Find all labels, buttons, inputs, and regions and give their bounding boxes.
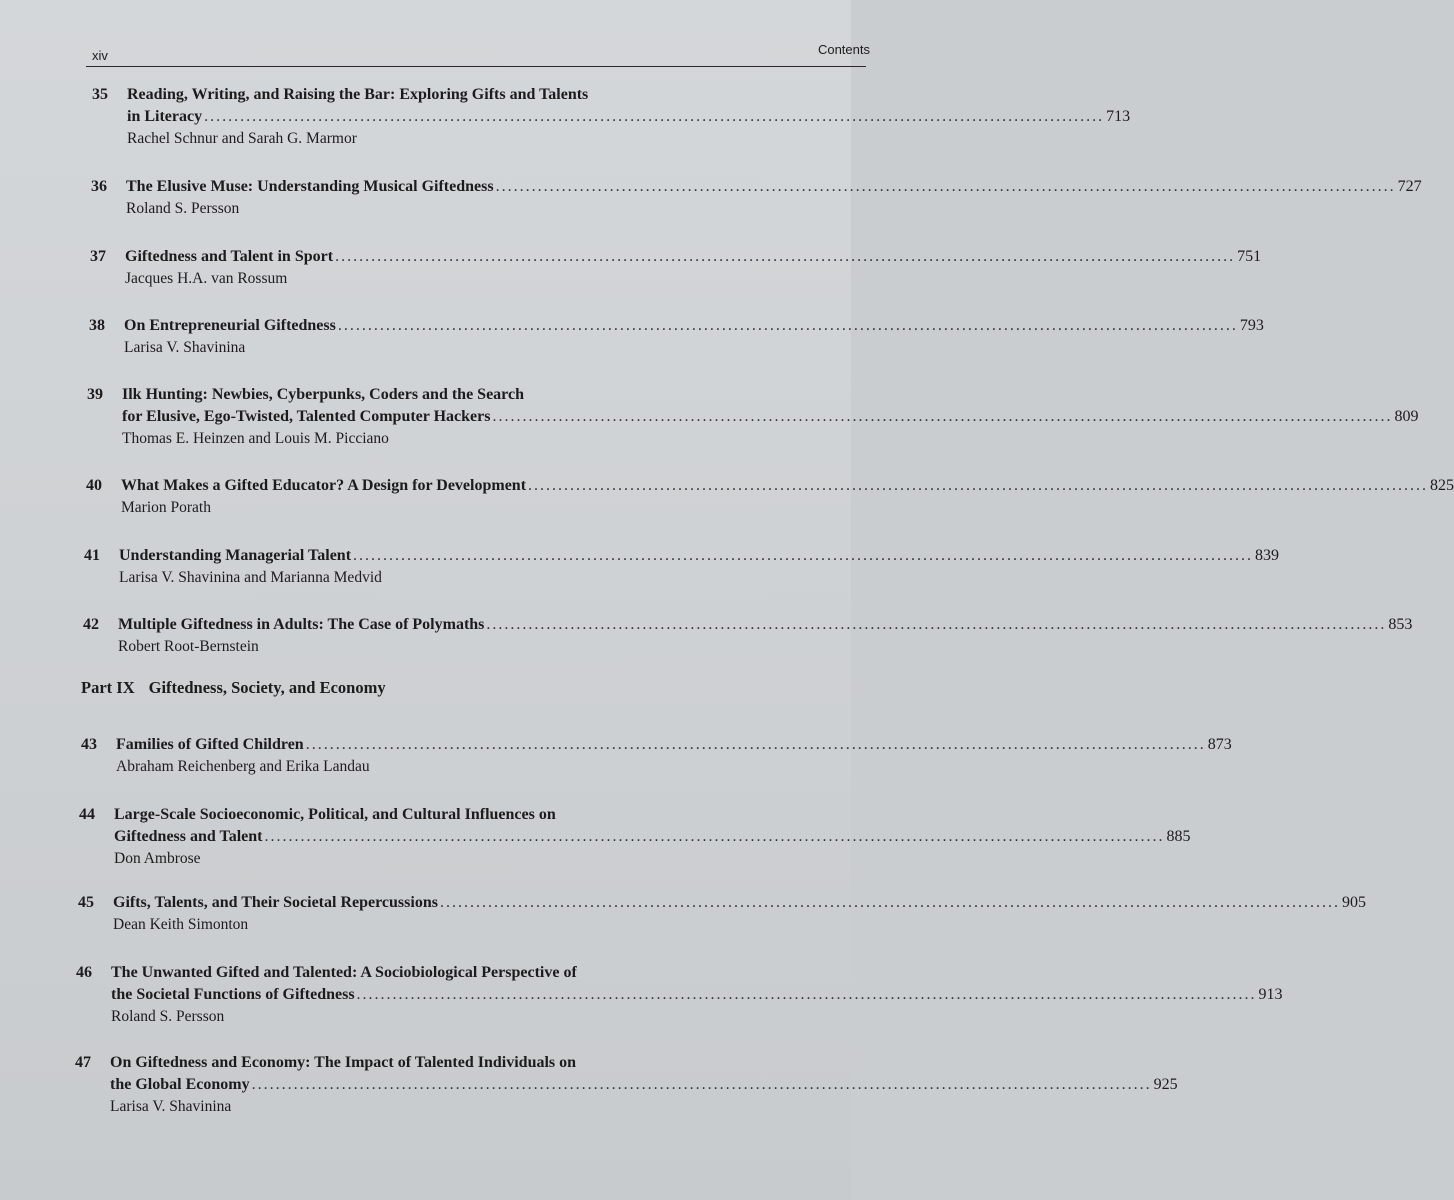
chapter-authors: Don Ambrose: [114, 850, 201, 867]
chapter-title: Understanding Managerial Talent: [119, 547, 352, 564]
dot-leader: [353, 545, 1253, 567]
page-number: 793: [1239, 317, 1264, 334]
chapter-authors: Larisa V. Shavinina: [124, 339, 246, 356]
chapter-authors: Dean Keith Simonton: [113, 916, 249, 933]
part-title: Giftedness, Society, and Economy: [148, 678, 386, 697]
chapter-number: 35: [92, 86, 108, 103]
chapter-title: Large-Scale Socioeconomic, Political, and Cultural Influences on: [114, 806, 556, 823]
chapter-number: 36: [91, 178, 107, 195]
page-number: 925: [1153, 1076, 1178, 1093]
chapter-title: Reading, Writing, and Raising the Bar: Exploring Gifts and Talents: [127, 86, 589, 103]
chapter-number: 43: [81, 736, 97, 753]
dot-leader: [335, 246, 1235, 268]
chapter-title: Gifts, Talents, and Their Societal Repercussions: [113, 894, 438, 911]
chapter-number: 41: [84, 547, 100, 564]
page-number: 905: [1341, 894, 1366, 911]
chapter-authors: Jacques H.A. van Rossum: [125, 270, 288, 287]
chapter-authors: Abraham Reichenberg and Erika Landau: [116, 758, 370, 775]
chapter-authors: Robert Root-Bernstein: [118, 638, 259, 655]
chapter-number: 47: [75, 1054, 91, 1071]
page-number: 885: [1166, 828, 1191, 845]
dot-leader: [338, 315, 1238, 337]
page-number: 825: [1430, 477, 1454, 494]
running-header: [86, 42, 870, 67]
dot-leader: [264, 826, 1164, 848]
part-label: Part IX: [81, 678, 135, 697]
chapter-title: The Unwanted Gifted and Talented: A Sociobiological Perspective of: [111, 964, 577, 981]
chapter-number: 44: [79, 806, 95, 823]
dot-leader: [357, 984, 1257, 1006]
chapter-title: Ilk Hunting: Newbies, Cyberpunks, Coders and the Search: [122, 386, 524, 403]
dot-leader: [252, 1074, 1152, 1096]
chapter-title: What Makes a Gifted Educator? A Design for Development: [121, 477, 527, 494]
header-page-number: xiv: [92, 48, 108, 63]
chapter-number: 37: [90, 248, 106, 265]
dot-leader: [486, 614, 1386, 636]
chapter-number: 46: [76, 964, 92, 981]
chapter-number: 38: [89, 317, 105, 334]
chapter-number: 40: [86, 477, 102, 494]
dot-leader: [306, 734, 1206, 756]
dot-leader: [496, 176, 1396, 198]
chapter-authors: Larisa V. Shavinina: [110, 1098, 232, 1115]
chapter-authors: Thomas E. Heinzen and Louis M. Picciano: [122, 430, 389, 447]
chapter-title: Giftedness and Talent in Sport: [125, 248, 334, 265]
chapter-authors: Larisa V. Shavinina and Marianna Medvid: [119, 569, 382, 586]
page-number: 727: [1397, 178, 1422, 195]
chapter-number: 39: [87, 386, 103, 403]
dot-leader: [440, 892, 1340, 914]
chapter-title-cont: for Elusive, Ego-Twisted, Talented Computer Hackers: [122, 408, 491, 425]
page-number: 913: [1258, 986, 1283, 1003]
dot-leader: [528, 475, 1428, 497]
chapter-title-cont: the Societal Functions of Giftedness: [111, 986, 355, 1003]
part-heading: [81, 678, 386, 698]
dot-leader: [204, 106, 1104, 128]
chapter-authors: Roland S. Persson: [111, 1008, 225, 1025]
page-number: 713: [1106, 108, 1131, 125]
chapter-title: Families of Gifted Children: [116, 736, 304, 753]
chapter-title-cont: the Global Economy: [110, 1076, 250, 1093]
header-section-title: Contents: [817, 42, 870, 57]
page-number: 853: [1388, 616, 1413, 633]
chapter-authors: Rachel Schnur and Sarah G. Marmor: [127, 130, 357, 147]
chapter-number: 42: [83, 616, 99, 633]
chapter-authors: Marion Porath: [121, 499, 211, 516]
chapter-title-cont: in Literacy: [127, 108, 203, 125]
chapter-title: Multiple Giftedness in Adults: The Case of Polymaths: [118, 616, 485, 633]
page-number: 751: [1237, 248, 1262, 265]
page-number: 809: [1394, 408, 1419, 425]
chapter-title-cont: Giftedness and Talent: [114, 828, 263, 845]
chapter-title: On Entrepreneurial Giftedness: [124, 317, 336, 334]
chapter-title: On Giftedness and Economy: The Impact of Talented Individuals on: [110, 1054, 577, 1071]
chapter-title: The Elusive Muse: Understanding Musical Giftedness: [126, 178, 494, 195]
dot-leader: [492, 406, 1392, 428]
page-number: 873: [1207, 736, 1232, 753]
page-number: 839: [1255, 547, 1280, 564]
chapter-number: 45: [78, 894, 94, 911]
chapter-authors: Roland S. Persson: [126, 200, 240, 217]
